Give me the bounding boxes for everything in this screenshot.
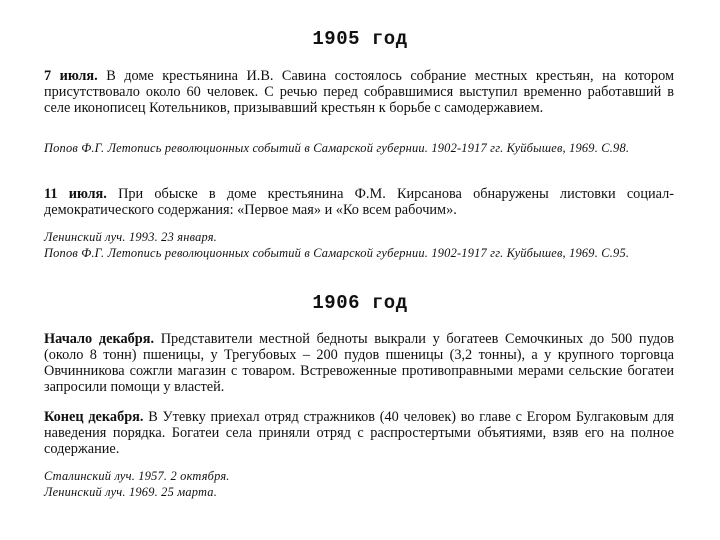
entry-july-11: [44, 186, 674, 218]
entry-late-december: [44, 409, 674, 457]
source-citation: Сталинский луч. 1957. 2 октября.: [44, 469, 230, 483]
entry-date: 7 июля.: [44, 68, 98, 84]
year-heading-1905: 1905 год: [312, 28, 408, 50]
source-citation: Попов Ф.Г. Летопись революционных событий в Самарской губернии. 1902-1917 гг. Куйбышев, 1969. С.98.: [44, 141, 630, 155]
entry-text: При обыске в доме крестьянина Ф.М. Кирсанова обнаружены листовки социал-демократического содержания: «Первое мая» и «Ко всем рабочим».: [44, 186, 674, 218]
entry-date: Начало декабря.: [44, 331, 155, 347]
entry-text: В Утевку приехал отряд стражников (40 человек) во главе с Егором Булгаковым для наведения порядка. Богатеи села приняли отряд с распростертыми объятиями, взяв его на полное содержание.: [44, 409, 674, 457]
entry-text: Представители местной бедноты выкрали у богатеев Семочкиных до 500 пудов (около 8 тонн) пшеницы, у Трегубовых – 200 пудов пшеницы (3,2 тонны), а у крупного торговца Овчинникова сожгли магазин с товаром. Встревоженные противоправными мерами сельские богатеи запросили помощи у властей.: [44, 331, 675, 395]
source-citation: Попов Ф.Г. Летопись революционных событий в Самарской губернии. 1902-1917 гг. Куйбышев, 1969. С.95.: [44, 246, 630, 260]
entry-early-december: [44, 331, 674, 395]
entry-text: В доме крестьянина И.В. Савина состоялось собрание местных крестьян, на котором присутствовало около 60 человек. С речью перед собравшимися выступил временно работавший в селе иконописец Котельников, призывавший крестьян к борьбе с самодержавием.: [44, 68, 674, 116]
source-citation: Ленинский луч. 1969. 25 марта.: [44, 485, 218, 499]
year-heading-1906: 1906 год: [312, 292, 408, 314]
entry-date: 11 июля.: [44, 186, 107, 202]
source-citation: Ленинский луч. 1993. 23 января.: [44, 230, 217, 244]
entry-date: Конец декабря.: [44, 409, 144, 425]
entry-july-7: [44, 68, 674, 116]
